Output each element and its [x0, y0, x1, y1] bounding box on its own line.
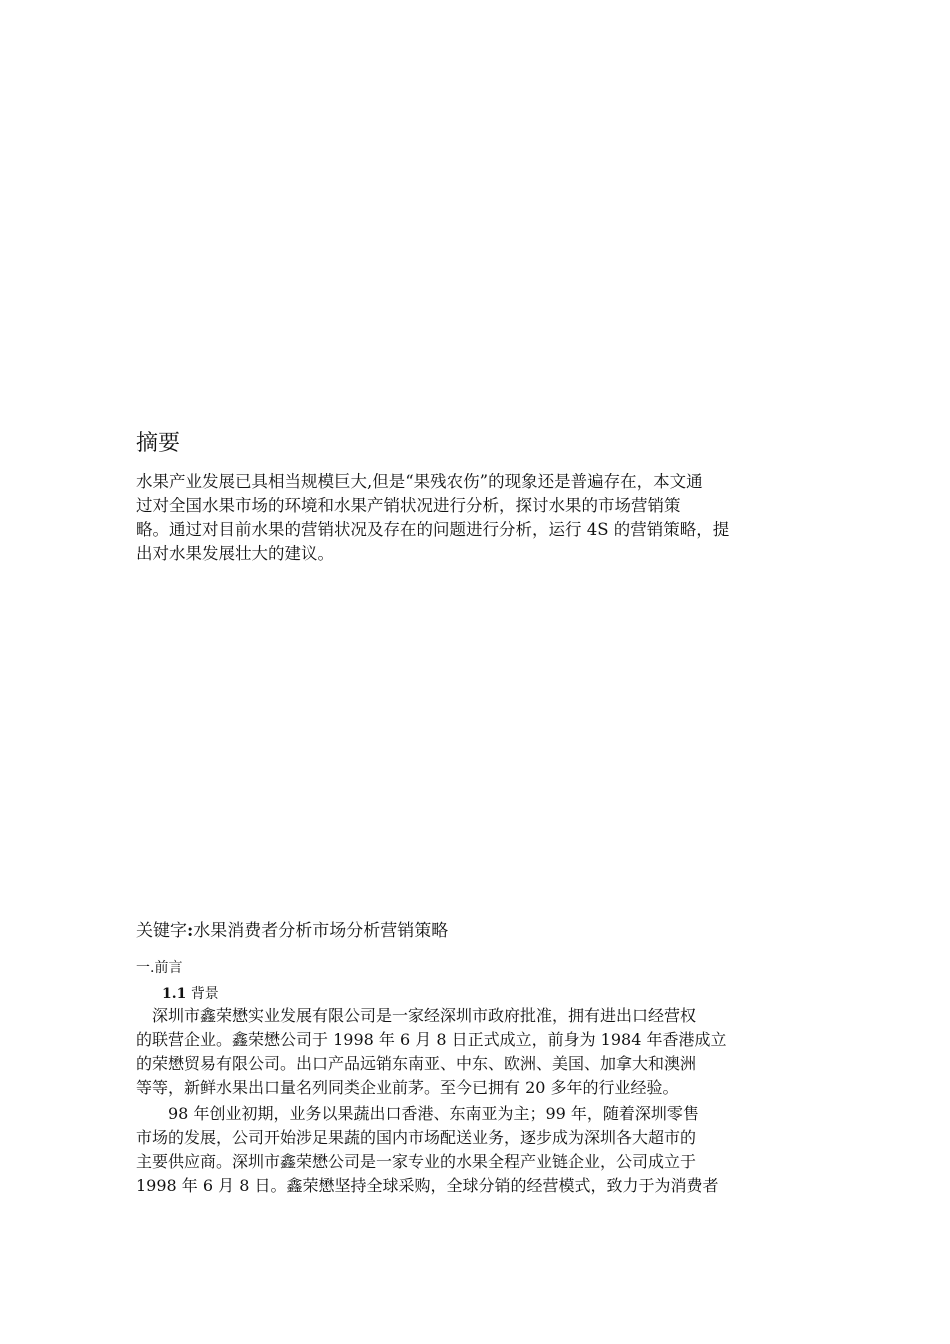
- paragraph-line: 1998 年 6 月 8 日。鑫荣懋坚持全球采购，全球分销的经营模式，致力于为消费者: [136, 1176, 719, 1195]
- subsection-heading: [162, 984, 219, 1004]
- paragraph-line: 深圳市鑫荣懋实业发展有限公司是一家经深圳市政府批准，拥有进出口经营权: [136, 1006, 697, 1025]
- keywords-value: 水果消费者分析市场分析营销策略: [193, 921, 449, 941]
- body-paragraph-1: [136, 1004, 816, 1100]
- body-paragraph-2: [136, 1102, 816, 1198]
- paragraph-line: 市场的发展，公司开始涉足果蔬的国内市场配送业务，逐步成为深圳各大超市的: [136, 1128, 697, 1147]
- keywords-colon: :: [187, 921, 194, 941]
- abstract-title: 摘要: [136, 431, 181, 456]
- abstract-line: 略。通过对目前水果的营销状况及存在的问题进行分析，运行 4S 的营销策略，提: [136, 520, 730, 539]
- subsection-number: 1.1: [162, 986, 187, 1002]
- paragraph-line: 的荣懋贸易有限公司。出口产品远销东南亚、中东、欧洲、美国、加拿大和澳洲: [136, 1054, 697, 1073]
- paragraph-line: 98 年创业初期，业务以果蔬出口香港、东南亚为主；99 年，随着深圳零售: [136, 1104, 699, 1123]
- abstract-line: 出对水果发展壮大的建议。: [136, 544, 334, 563]
- keywords-label: 关键字: [136, 921, 187, 941]
- abstract-body: [136, 470, 816, 566]
- abstract-line: 过对全国水果市场的环境和水果产销状况进行分析，探讨水果的市场营销策: [136, 496, 681, 515]
- subsection-title: 背景: [190, 986, 219, 1002]
- paragraph-line: 主要供应商。深圳市鑫荣懋公司是一家专业的水果全程产业链企业，公司成立于: [136, 1152, 697, 1171]
- paragraph-line: 的联营企业。鑫荣懋公司于 1998 年 6 月 8 日正式成立，前身为 1984 年香港成立: [136, 1030, 727, 1049]
- section-heading: 一.前言: [136, 960, 183, 976]
- abstract-line: 水果产业发展已具相当规模巨大,但是“果残农伤”的现象还是普遍存在，本文通: [136, 472, 703, 491]
- paragraph-line: 等等，新鲜水果出口量名列同类企业前茅。至今已拥有 20 多年的行业经验。: [136, 1078, 679, 1097]
- keywords: [136, 918, 448, 944]
